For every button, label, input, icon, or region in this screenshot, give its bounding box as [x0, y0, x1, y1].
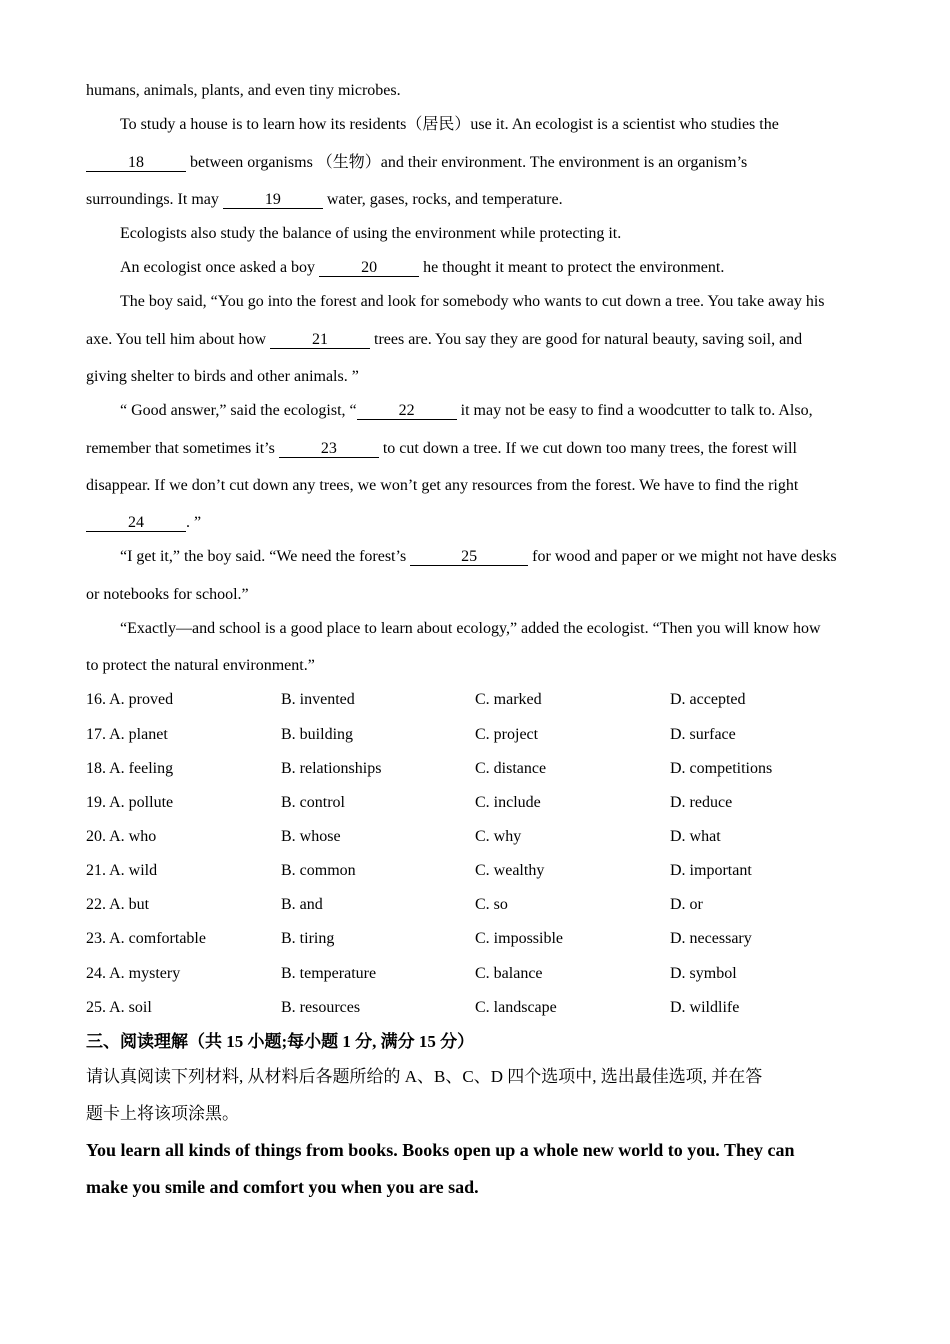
option-c: C. balance	[475, 965, 543, 982]
passage-text: remember that sometimes it’s	[86, 440, 279, 457]
option-d: D. symbol	[670, 965, 737, 982]
option-b: B. control	[281, 794, 345, 811]
passage-line	[120, 547, 876, 567]
option-a: 23. A. comfortable	[86, 930, 206, 947]
option-b: B. temperature	[281, 965, 377, 982]
passage-line: giving shelter to birds and other animals. ”	[86, 368, 359, 385]
option-d: D. accepted	[670, 691, 746, 708]
passage-line: The boy said, “You go into the forest and look for somebody who wants to cut down a tree. You take away his	[120, 293, 825, 310]
option-b: B. resources	[281, 999, 361, 1016]
option-b: B. tiring	[281, 930, 335, 947]
question-options	[86, 725, 876, 747]
section-instructions: 请认真阅读下列材料, 从材料后各题所给的 A、B、C、D 四个选项中, 选出最佳选项, 并在答	[86, 1067, 763, 1086]
passage-text: An ecologist once asked a boy	[120, 259, 320, 276]
option-c: C. distance	[475, 760, 547, 777]
option-d: D. what	[670, 828, 721, 845]
option-a: 22. A. but	[86, 896, 150, 913]
passage-line: to protect the natural environment.”	[86, 657, 315, 674]
passage-line: Ecologists also study the balance of using the environment while protecting it.	[120, 225, 622, 242]
option-d: D. or	[670, 896, 703, 913]
option-b: B. and	[281, 896, 323, 913]
passage-text: “I get it,” the boy said. “We need the forest’s	[120, 548, 411, 565]
reading-passage-line: You learn all kinds of things from books. Books open up a whole new world to you. They can	[86, 1140, 795, 1160]
option-b: B. common	[281, 862, 356, 879]
passage-text: trees are. You say they are good for natural beauty, saving soil, and	[370, 331, 803, 348]
option-d: D. wildlife	[670, 999, 740, 1016]
question-options	[86, 895, 876, 917]
question-options	[86, 964, 876, 986]
passage-line: disappear. If we don’t cut down any trees, we won’t get any resources from the forest. We have to find the right	[86, 477, 799, 494]
passage-line: To study a house is to learn how its residents（居民）use it. An ecologist is a scientist who studies the	[120, 116, 779, 133]
passage-line: or notebooks for school.”	[86, 586, 249, 603]
question-options	[86, 759, 876, 781]
option-d: D. surface	[670, 726, 736, 743]
blank-20: 20	[319, 260, 419, 277]
passage-line: “Exactly—and school is a good place to learn about ecology,” added the ecologist. “Then you will know how	[120, 620, 821, 637]
option-a: 25. A. soil	[86, 999, 152, 1016]
passage-line	[86, 513, 876, 533]
option-b: B. whose	[281, 828, 341, 845]
passage-text: it may not be easy to find a woodcutter to talk to. Also,	[456, 402, 813, 419]
option-b: B. building	[281, 726, 354, 743]
option-b: B. relationships	[281, 760, 382, 777]
passage-line	[120, 401, 876, 421]
question-options	[86, 929, 876, 951]
passage-text: for wood and paper or we might not have desks	[528, 548, 837, 565]
option-a: 19. A. pollute	[86, 794, 174, 811]
passage-text: . ”	[186, 514, 202, 531]
question-options	[86, 861, 876, 883]
option-a: 17. A. planet	[86, 726, 168, 743]
option-c: C. landscape	[475, 999, 557, 1016]
passage-text: he thought it meant to protect the environment.	[419, 259, 725, 276]
option-a: 20. A. who	[86, 828, 157, 845]
option-c: C. project	[475, 726, 539, 743]
passage-line	[120, 258, 876, 278]
option-a: 16. A. proved	[86, 691, 174, 708]
section-heading: 三、阅读理解（共 15 小题;每小题 1 分, 满分 15 分）	[86, 1032, 475, 1051]
passage-text: water, gases, rocks, and temperature.	[322, 191, 563, 208]
option-d: D. competitions	[670, 760, 773, 777]
blank-21: 21	[270, 332, 370, 349]
option-c: C. marked	[475, 691, 542, 708]
passage-text: axe. You tell him about how	[86, 331, 270, 348]
option-b: B. invented	[281, 691, 355, 708]
passage-line	[86, 439, 876, 459]
passage-line	[86, 190, 876, 210]
passage-text: to cut down a tree. If we cut down too many trees, the forest will	[378, 440, 797, 457]
option-a: 21. A. wild	[86, 862, 158, 879]
option-a: 18. A. feeling	[86, 760, 174, 777]
option-d: D. reduce	[670, 794, 733, 811]
blank-23: 23	[279, 441, 379, 458]
passage-text: between organisms （生物）and their environment. The environment is an organism’s	[186, 154, 748, 171]
option-c: C. so	[475, 896, 508, 913]
blank-25: 25	[410, 549, 528, 566]
passage-text: surroundings. It may	[86, 191, 223, 208]
passage-line: humans, animals, plants, and even tiny microbes.	[86, 82, 401, 99]
option-a: 24. A. mystery	[86, 965, 181, 982]
question-options	[86, 793, 876, 815]
passage-line	[86, 330, 876, 350]
option-c: C. include	[475, 794, 541, 811]
section-instructions: 题卡上将该项涂黑。	[86, 1104, 239, 1123]
question-options	[86, 827, 876, 849]
question-options	[86, 690, 876, 712]
blank-24: 24	[86, 515, 186, 532]
option-c: C. wealthy	[475, 862, 545, 879]
blank-22: 22	[357, 403, 457, 420]
blank-19: 19	[223, 192, 323, 209]
reading-passage-line: make you smile and comfort you when you are sad.	[86, 1177, 479, 1197]
passage-line	[86, 153, 876, 173]
passage-text: “ Good answer,” said the ecologist, “	[120, 402, 357, 419]
option-c: C. impossible	[475, 930, 564, 947]
option-c: C. why	[475, 828, 522, 845]
question-options	[86, 998, 876, 1020]
option-d: D. important	[670, 862, 752, 879]
option-d: D. necessary	[670, 930, 752, 947]
blank-18: 18	[86, 155, 186, 172]
